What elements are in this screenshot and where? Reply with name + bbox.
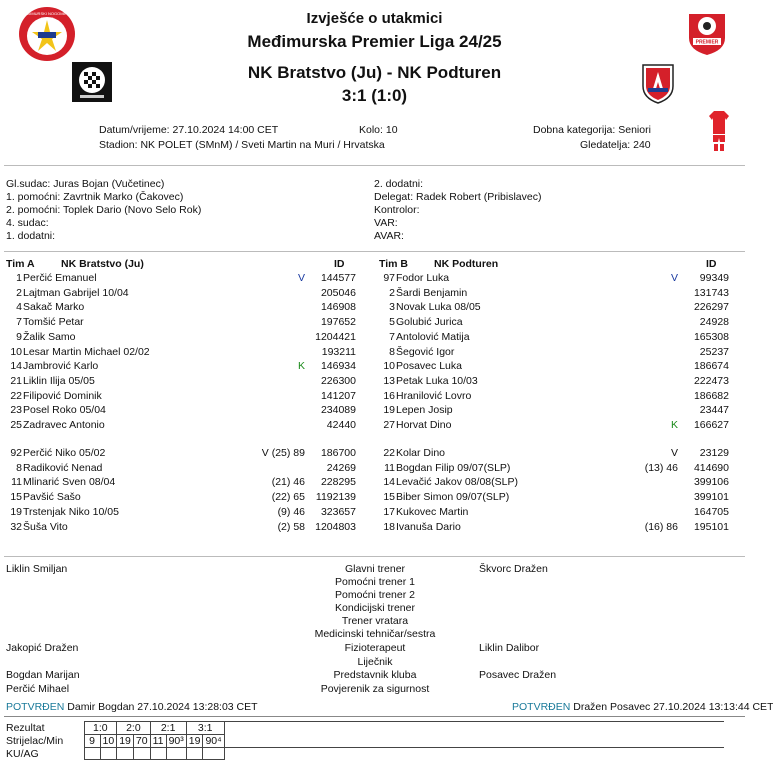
player-row bbox=[373, 446, 743, 461]
match-score: 3:1 (1:0) bbox=[341, 86, 408, 105]
player-number: 8 bbox=[389, 345, 395, 358]
player-id: 131743 bbox=[693, 286, 729, 299]
player-number: 15 bbox=[10, 491, 22, 504]
result-cell: 2:1 bbox=[150, 722, 186, 735]
player-id: 234089 bbox=[320, 404, 356, 417]
home-staff-name: Jakopić Dražen bbox=[6, 642, 79, 654]
scorers-row bbox=[4, 735, 724, 748]
away-club-crest-icon bbox=[640, 62, 676, 107]
player-number: 15 bbox=[383, 491, 395, 504]
player-row bbox=[373, 389, 743, 404]
official-line: 4. sudac: bbox=[6, 217, 49, 229]
team-b-name: NK Podturen bbox=[434, 258, 499, 270]
player-name: Šardi Benjamin bbox=[396, 286, 468, 299]
results-label: Rezultat bbox=[6, 722, 45, 734]
team-a-label: Tim A bbox=[6, 258, 35, 270]
player-row bbox=[0, 286, 370, 301]
player-mark: (22) 65 bbox=[271, 491, 305, 504]
player-name: Pavšić Sašo bbox=[23, 491, 81, 504]
player-row bbox=[0, 418, 370, 433]
official-line: VAR: bbox=[374, 217, 398, 229]
divider bbox=[4, 251, 745, 252]
player-number: 2 bbox=[389, 286, 395, 299]
player-id: 23447 bbox=[699, 404, 729, 417]
player-row bbox=[0, 374, 370, 389]
player-number: 17 bbox=[383, 505, 395, 518]
player-id: 195101 bbox=[693, 520, 729, 533]
player-name: Antolović Matija bbox=[396, 330, 470, 343]
ku-ag-label: KU/AG bbox=[6, 747, 39, 760]
staff-role: Fizioterapeut bbox=[344, 642, 406, 654]
svg-text:PREMIER: PREMIER bbox=[695, 39, 719, 46]
home-staff-name: Perčić Mihael bbox=[6, 683, 70, 695]
player-id: 193211 bbox=[321, 345, 356, 358]
player-id: 24928 bbox=[699, 316, 729, 329]
player-mark: (9) 46 bbox=[277, 505, 305, 518]
score-table bbox=[4, 721, 724, 760]
match-attendance: Gledatelja: 240 bbox=[580, 139, 651, 151]
player-number: 11 bbox=[11, 476, 22, 489]
player-row bbox=[373, 359, 743, 374]
player-id: 186700 bbox=[320, 447, 356, 459]
team-kit-icon bbox=[708, 110, 730, 155]
team-a-name: NK Bratstvo (Ju) bbox=[61, 258, 144, 270]
player-name: Lesar Martin Michael 02/02 bbox=[23, 345, 150, 358]
player-number: 14 bbox=[383, 476, 395, 489]
player-name: Filipović Dominik bbox=[23, 389, 102, 402]
player-id: 197652 bbox=[320, 316, 356, 329]
player-number: 7 bbox=[16, 316, 22, 329]
player-id: 165308 bbox=[693, 330, 729, 343]
player-id: 166627 bbox=[693, 419, 729, 431]
scorer-cell: 90³ bbox=[166, 735, 186, 748]
results-row bbox=[4, 722, 724, 735]
home-staff-name: Liklin Smiljan bbox=[6, 563, 68, 575]
player-mark: V bbox=[297, 272, 305, 284]
player-id: 1204421 bbox=[315, 330, 356, 343]
player-mark: (21) 46 bbox=[271, 476, 305, 489]
player-number: 9 bbox=[16, 330, 22, 343]
player-name: Hranilović Lovro bbox=[396, 389, 472, 402]
official-line: Delegat: Radek Robert (Pribislavec) bbox=[374, 191, 542, 203]
staff-role: Pomoćni trener 1 bbox=[335, 576, 415, 588]
team-a-id-header: ID bbox=[334, 258, 345, 270]
player-name: Levačić Jakov 08/08(SLP) bbox=[396, 476, 518, 489]
player-number: 19 bbox=[10, 505, 22, 518]
player-id: 399106 bbox=[693, 476, 729, 489]
player-id: 141207 bbox=[320, 389, 356, 402]
player-id: 25237 bbox=[699, 345, 729, 358]
away-staff-name: Liklin Dalibor bbox=[479, 642, 540, 654]
scorer-cell: 19 bbox=[186, 735, 203, 748]
player-id: 99349 bbox=[699, 272, 729, 284]
player-name: Lajtman Gabrijel 10/04 bbox=[23, 286, 129, 299]
player-row bbox=[0, 389, 370, 404]
staff-role: Pomoćni trener 2 bbox=[335, 589, 415, 601]
match-stadium: Stadion: NK POLET (SMnM) / Sveti Martin na Muri / Hrvatska bbox=[99, 139, 385, 151]
player-number: 11 bbox=[384, 461, 395, 474]
player-id: 323657 bbox=[320, 505, 356, 518]
player-id: 42440 bbox=[326, 419, 356, 431]
player-id: 222473 bbox=[693, 374, 729, 387]
player-name: Sakač Marko bbox=[23, 301, 85, 314]
result-cell: 2:0 bbox=[117, 722, 150, 735]
player-number: 10 bbox=[383, 360, 395, 373]
player-row bbox=[373, 300, 743, 315]
player-name: Žalik Samo bbox=[23, 330, 76, 343]
player-number: 23 bbox=[10, 404, 22, 417]
player-name: Ivanuša Dario bbox=[396, 520, 461, 533]
player-id: 399101 bbox=[693, 491, 729, 504]
player-name: Fodor Luka bbox=[396, 272, 450, 284]
team-b-id-header: ID bbox=[706, 258, 717, 270]
divider bbox=[4, 556, 745, 557]
player-row bbox=[0, 446, 370, 461]
player-id: 146934 bbox=[320, 360, 356, 373]
player-row bbox=[373, 475, 743, 490]
player-row bbox=[373, 315, 743, 330]
player-row bbox=[373, 418, 743, 433]
age-category: Dobna kategorija: Seniori bbox=[533, 124, 651, 136]
player-row bbox=[373, 520, 743, 535]
player-mark: (16) 86 bbox=[644, 520, 678, 533]
player-row bbox=[373, 330, 743, 345]
official-line: Kontrolor: bbox=[374, 204, 420, 216]
player-number: 5 bbox=[389, 316, 395, 329]
player-number: 25 bbox=[10, 419, 22, 431]
player-number: 22 bbox=[383, 447, 395, 459]
federation-logo-icon bbox=[18, 6, 76, 65]
player-name: Zadravec Antonio bbox=[23, 419, 105, 431]
player-id: 24269 bbox=[326, 461, 356, 474]
home-team-name: NK Bratstvo (Ju) bbox=[247, 63, 383, 82]
player-mark: (2) 58 bbox=[277, 520, 305, 533]
player-id: 144577 bbox=[320, 272, 356, 284]
svg-text:SAVEZ: SAVEZ bbox=[40, 16, 54, 21]
scorer-cell: 10 bbox=[100, 735, 117, 748]
scorer-cell: 70 bbox=[133, 735, 150, 748]
player-name: Golubić Jurica bbox=[396, 316, 463, 329]
player-id: 226297 bbox=[693, 301, 729, 314]
player-mark: V (25) 89 bbox=[261, 447, 305, 459]
official-line: 2. dodatni: bbox=[374, 178, 424, 190]
player-row bbox=[0, 345, 370, 360]
player-number: 2 bbox=[16, 286, 22, 299]
report-title: Izvješće o utakmici bbox=[306, 10, 443, 27]
player-row bbox=[373, 403, 743, 418]
away-confirm-label: POTVRĐEN bbox=[512, 701, 571, 713]
staff-role: Kondicijski trener bbox=[335, 602, 415, 614]
match-datetime: Datum/vrijeme: 27.10.2024 14:00 CET bbox=[99, 124, 279, 136]
team-b-label: Tim B bbox=[379, 258, 408, 270]
match-title bbox=[0, 63, 749, 83]
player-number: 19 bbox=[383, 404, 395, 417]
player-number: 13 bbox=[383, 374, 395, 387]
player-mark: V bbox=[670, 272, 678, 284]
away-team-name: NK Podturen bbox=[397, 63, 502, 82]
scorer-cell: 19 bbox=[117, 735, 134, 748]
player-number: 21 bbox=[10, 374, 22, 387]
player-name: Petak Luka 10/03 bbox=[396, 374, 478, 387]
player-row bbox=[0, 461, 370, 476]
player-name: Liklin Ilija 05/05 bbox=[23, 374, 95, 387]
scorer-cell: 90⁴ bbox=[203, 735, 224, 748]
player-name: Novak Luka 08/05 bbox=[396, 301, 481, 314]
player-id: 186682 bbox=[693, 389, 729, 402]
player-number: 22 bbox=[10, 389, 22, 402]
player-row bbox=[373, 271, 743, 286]
player-name: Tomšić Petar bbox=[23, 316, 84, 329]
player-id: 23129 bbox=[699, 447, 729, 459]
player-row bbox=[373, 490, 743, 505]
player-row bbox=[0, 403, 370, 418]
staff-role: Predstavnik kluba bbox=[333, 669, 417, 681]
player-row bbox=[0, 359, 370, 374]
home-staff-name: Bogdan Marijan bbox=[6, 669, 80, 681]
player-id: 226300 bbox=[320, 374, 356, 387]
player-row bbox=[0, 475, 370, 490]
player-mark: (13) 46 bbox=[644, 461, 678, 474]
player-name: Kolar Dino bbox=[396, 447, 446, 459]
player-name: Perčić Niko 05/02 bbox=[23, 447, 106, 459]
result-cell: 1:0 bbox=[84, 722, 117, 735]
player-row bbox=[373, 374, 743, 389]
player-number: 97 bbox=[383, 272, 395, 284]
player-name: Biber Simon 09/07(SLP) bbox=[396, 491, 510, 504]
player-id: 414690 bbox=[693, 461, 729, 474]
official-line: 1. dodatni: bbox=[6, 230, 56, 242]
player-name: Lepen Josip bbox=[396, 404, 453, 417]
scorers-label: Strijelac/Min bbox=[6, 735, 64, 747]
player-name: Šuša Vito bbox=[23, 520, 68, 533]
svg-text:MEĐIMURSKI NOGOMETNI: MEĐIMURSKI NOGOMETNI bbox=[21, 11, 73, 16]
away-confirmation bbox=[512, 701, 773, 713]
away-staff-name: Posavec Dražen bbox=[479, 669, 557, 681]
scorer-cell: 11 bbox=[150, 735, 166, 748]
player-row bbox=[373, 345, 743, 360]
scorer-cell: 9 bbox=[84, 735, 100, 748]
player-number: 27 bbox=[383, 419, 395, 431]
player-number: 3 bbox=[389, 301, 395, 314]
player-name: Horvat Dino bbox=[396, 419, 452, 431]
player-row bbox=[373, 286, 743, 301]
ku-ag-row bbox=[4, 748, 724, 760]
result-cell: 3:1 bbox=[186, 722, 224, 735]
official-line: AVAR: bbox=[374, 230, 404, 242]
player-row bbox=[0, 300, 370, 315]
league-logo-icon bbox=[686, 10, 728, 59]
staff-role: Medicinski tehničar/sestra bbox=[314, 628, 436, 640]
player-mark: V bbox=[670, 447, 678, 459]
divider bbox=[4, 165, 745, 166]
player-row bbox=[0, 315, 370, 330]
player-number: 18 bbox=[383, 520, 395, 533]
player-row bbox=[0, 505, 370, 520]
player-number: 7 bbox=[389, 330, 395, 343]
player-row bbox=[373, 461, 743, 476]
player-row bbox=[0, 330, 370, 345]
staff-role: Glavni trener bbox=[344, 563, 406, 575]
away-confirm-text: Dražen Posavec 27.10.2024 13:13:44 CET bbox=[573, 701, 773, 713]
player-row bbox=[0, 520, 370, 535]
player-name: Perčić Emanuel bbox=[23, 272, 97, 284]
player-row bbox=[0, 271, 370, 286]
player-name: Šegović Igor bbox=[396, 345, 455, 358]
player-id: 205046 bbox=[320, 286, 356, 299]
staff-role: Liječnik bbox=[357, 656, 393, 668]
player-name: Radiković Nenad bbox=[23, 461, 103, 474]
player-number: 16 bbox=[383, 389, 395, 402]
player-id: 1192139 bbox=[315, 491, 356, 504]
official-line: Gl.sudac: Juras Bojan (Vučetinec) bbox=[6, 178, 165, 190]
player-id: 228295 bbox=[320, 476, 356, 489]
player-name: Bogdan Filip 09/07(SLP) bbox=[396, 461, 511, 474]
player-number: 92 bbox=[10, 447, 22, 459]
player-number: 4 bbox=[16, 301, 22, 314]
title-separator: - bbox=[386, 63, 393, 82]
player-id: 146908 bbox=[320, 301, 356, 314]
player-name: Trstenjak Niko 10/05 bbox=[23, 505, 119, 518]
home-club-crest-icon bbox=[72, 62, 112, 105]
player-number: 8 bbox=[16, 461, 22, 474]
home-confirmation bbox=[6, 701, 258, 713]
match-round: Kolo: 10 bbox=[359, 124, 398, 136]
player-id: 1204803 bbox=[315, 520, 356, 533]
league-title: Međimurska Premier Liga 24/25 bbox=[247, 32, 502, 51]
official-line: 1. pomoćni: Zavrtnik Marko (Čakovec) bbox=[6, 191, 184, 203]
away-staff-name: Škvorc Dražen bbox=[479, 563, 548, 575]
divider bbox=[4, 716, 745, 717]
player-mark: K bbox=[297, 360, 305, 373]
player-row bbox=[373, 505, 743, 520]
player-name: Posel Roko 05/04 bbox=[23, 404, 106, 417]
player-number: 1 bbox=[16, 272, 22, 284]
staff-role: Povjerenik za sigurnost bbox=[320, 683, 430, 695]
player-number: 14 bbox=[10, 360, 22, 373]
player-name: Kukovec Martin bbox=[396, 505, 469, 518]
official-line: 2. pomoćni: Toplek Dario (Novo Selo Rok) bbox=[6, 204, 202, 216]
player-name: Posavec Luka bbox=[396, 360, 462, 373]
player-mark: K bbox=[670, 419, 678, 431]
player-name: Mlinarić Sven 08/04 bbox=[23, 476, 116, 489]
player-number: 10 bbox=[10, 345, 22, 358]
player-row bbox=[0, 490, 370, 505]
player-id: 164705 bbox=[693, 505, 729, 518]
player-name: Jambrović Karlo bbox=[23, 360, 99, 373]
home-confirm-text: Damir Bogdan 27.10.2024 13:28:03 CET bbox=[67, 701, 258, 713]
staff-role: Trener vratara bbox=[341, 615, 409, 627]
player-number: 32 bbox=[10, 520, 22, 533]
home-confirm-label: POTVRĐEN bbox=[6, 701, 65, 713]
player-id: 186674 bbox=[693, 360, 729, 373]
